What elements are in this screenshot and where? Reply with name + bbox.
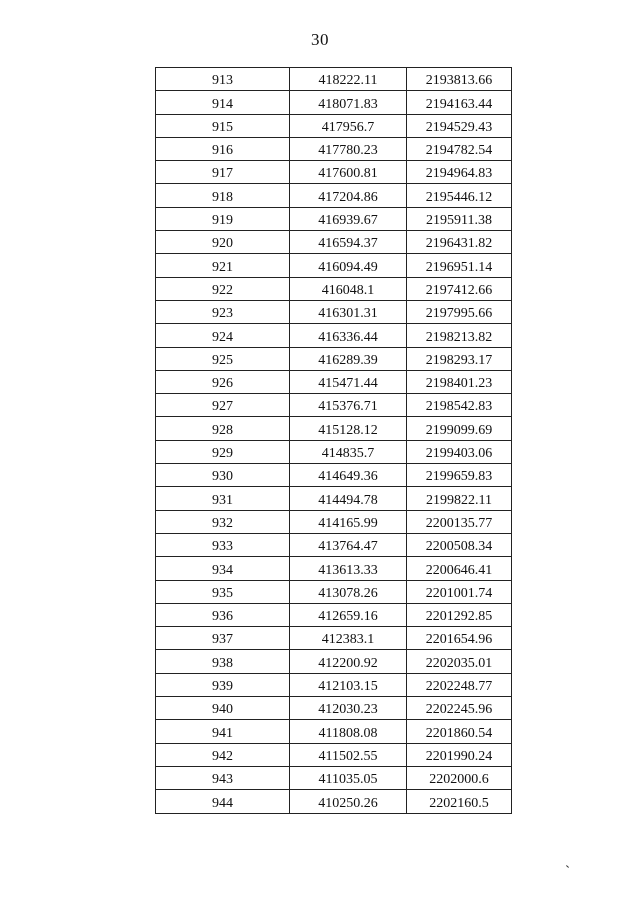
x-coordinate-cell: 413764.47	[290, 533, 407, 556]
point-number-cell: 942	[156, 743, 290, 766]
scan-speck	[566, 865, 569, 868]
point-number-cell: 928	[156, 417, 290, 440]
x-coordinate-cell: 416336.44	[290, 324, 407, 347]
point-number-cell: 939	[156, 673, 290, 696]
x-coordinate-cell: 410250.26	[290, 790, 407, 813]
point-number-cell: 919	[156, 207, 290, 230]
table-row	[156, 68, 512, 91]
x-coordinate-cell: 415471.44	[290, 370, 407, 393]
point-number-cell: 941	[156, 720, 290, 743]
y-coordinate-cell: 2195446.12	[407, 184, 512, 207]
table-row	[156, 440, 512, 463]
x-coordinate-cell: 416301.31	[290, 300, 407, 323]
x-coordinate-cell: 415128.12	[290, 417, 407, 440]
x-coordinate-cell: 415376.71	[290, 394, 407, 417]
table-row	[156, 91, 512, 114]
x-coordinate-cell: 411035.05	[290, 766, 407, 789]
x-coordinate-cell: 416939.67	[290, 207, 407, 230]
x-coordinate-cell: 416289.39	[290, 347, 407, 370]
point-number-cell: 937	[156, 627, 290, 650]
point-number-cell: 944	[156, 790, 290, 813]
x-coordinate-cell: 417956.7	[290, 114, 407, 137]
x-coordinate-cell: 411808.08	[290, 720, 407, 743]
y-coordinate-cell: 2201292.85	[407, 603, 512, 626]
y-coordinate-cell: 2199403.06	[407, 440, 512, 463]
y-coordinate-cell: 2200508.34	[407, 533, 512, 556]
y-coordinate-cell: 2198213.82	[407, 324, 512, 347]
table-row	[156, 557, 512, 580]
x-coordinate-cell: 416048.1	[290, 277, 407, 300]
table-row	[156, 790, 512, 813]
x-coordinate-cell: 414649.36	[290, 464, 407, 487]
table-row	[156, 464, 512, 487]
x-coordinate-cell: 414835.7	[290, 440, 407, 463]
point-number-cell: 924	[156, 324, 290, 347]
point-number-cell: 936	[156, 603, 290, 626]
point-number-cell: 940	[156, 697, 290, 720]
table-row	[156, 347, 512, 370]
x-coordinate-cell: 418222.11	[290, 68, 407, 91]
table-row	[156, 254, 512, 277]
point-number-cell: 925	[156, 347, 290, 370]
point-number-cell: 913	[156, 68, 290, 91]
table-row	[156, 161, 512, 184]
point-number-cell: 915	[156, 114, 290, 137]
x-coordinate-cell: 416594.37	[290, 231, 407, 254]
y-coordinate-cell: 2202035.01	[407, 650, 512, 673]
x-coordinate-cell: 414165.99	[290, 510, 407, 533]
y-coordinate-cell: 2202160.5	[407, 790, 512, 813]
y-coordinate-cell: 2199659.83	[407, 464, 512, 487]
x-coordinate-cell: 417204.86	[290, 184, 407, 207]
y-coordinate-cell: 2195911.38	[407, 207, 512, 230]
point-number-cell: 916	[156, 137, 290, 160]
x-coordinate-cell: 413613.33	[290, 557, 407, 580]
point-number-cell: 935	[156, 580, 290, 603]
x-coordinate-cell: 418071.83	[290, 91, 407, 114]
point-number-cell: 932	[156, 510, 290, 533]
y-coordinate-cell: 2198542.83	[407, 394, 512, 417]
point-number-cell: 927	[156, 394, 290, 417]
x-coordinate-cell: 414494.78	[290, 487, 407, 510]
table-row	[156, 370, 512, 393]
point-number-cell: 926	[156, 370, 290, 393]
table-row	[156, 114, 512, 137]
table-row	[156, 487, 512, 510]
table-row	[156, 533, 512, 556]
point-number-cell: 933	[156, 533, 290, 556]
table-row	[156, 300, 512, 323]
x-coordinate-cell: 412103.15	[290, 673, 407, 696]
y-coordinate-cell: 2193813.66	[407, 68, 512, 91]
y-coordinate-cell: 2201001.74	[407, 580, 512, 603]
y-coordinate-cell: 2200646.41	[407, 557, 512, 580]
point-number-cell: 934	[156, 557, 290, 580]
table-row	[156, 394, 512, 417]
y-coordinate-cell: 2198293.17	[407, 347, 512, 370]
y-coordinate-cell: 2200135.77	[407, 510, 512, 533]
table-row	[156, 137, 512, 160]
coordinate-table	[155, 67, 512, 814]
x-coordinate-cell: 411502.55	[290, 743, 407, 766]
x-coordinate-cell: 412659.16	[290, 603, 407, 626]
table-row	[156, 324, 512, 347]
table-row	[156, 207, 512, 230]
point-number-cell: 943	[156, 766, 290, 789]
x-coordinate-cell: 412383.1	[290, 627, 407, 650]
table-row	[156, 231, 512, 254]
y-coordinate-cell: 2197412.66	[407, 277, 512, 300]
table-row	[156, 417, 512, 440]
y-coordinate-cell: 2196951.14	[407, 254, 512, 277]
x-coordinate-cell: 417600.81	[290, 161, 407, 184]
table-row	[156, 766, 512, 789]
y-coordinate-cell: 2194782.54	[407, 137, 512, 160]
y-coordinate-cell: 2199099.69	[407, 417, 512, 440]
page-number: 30	[311, 30, 329, 49]
table-row	[156, 673, 512, 696]
y-coordinate-cell: 2197995.66	[407, 300, 512, 323]
table-row	[156, 627, 512, 650]
point-number-cell: 938	[156, 650, 290, 673]
point-number-cell: 914	[156, 91, 290, 114]
point-number-cell: 931	[156, 487, 290, 510]
y-coordinate-cell: 2198401.23	[407, 370, 512, 393]
table-row	[156, 697, 512, 720]
point-number-cell: 923	[156, 300, 290, 323]
y-coordinate-cell: 2194163.44	[407, 91, 512, 114]
y-coordinate-cell: 2196431.82	[407, 231, 512, 254]
y-coordinate-cell: 2199822.11	[407, 487, 512, 510]
table-row	[156, 603, 512, 626]
point-number-cell: 922	[156, 277, 290, 300]
point-number-cell: 918	[156, 184, 290, 207]
table-row	[156, 277, 512, 300]
x-coordinate-cell: 412200.92	[290, 650, 407, 673]
table-row	[156, 743, 512, 766]
x-coordinate-cell: 417780.23	[290, 137, 407, 160]
coordinate-table-body	[156, 68, 512, 814]
table-row	[156, 184, 512, 207]
y-coordinate-cell: 2202245.96	[407, 697, 512, 720]
point-number-cell: 920	[156, 231, 290, 254]
y-coordinate-cell: 2194964.83	[407, 161, 512, 184]
y-coordinate-cell: 2201860.54	[407, 720, 512, 743]
x-coordinate-cell: 412030.23	[290, 697, 407, 720]
y-coordinate-cell: 2201990.24	[407, 743, 512, 766]
table-row	[156, 650, 512, 673]
y-coordinate-cell: 2201654.96	[407, 627, 512, 650]
table-row	[156, 510, 512, 533]
point-number-cell: 921	[156, 254, 290, 277]
y-coordinate-cell: 2202248.77	[407, 673, 512, 696]
x-coordinate-cell: 413078.26	[290, 580, 407, 603]
x-coordinate-cell: 416094.49	[290, 254, 407, 277]
y-coordinate-cell: 2202000.6	[407, 766, 512, 789]
point-number-cell: 930	[156, 464, 290, 487]
point-number-cell: 929	[156, 440, 290, 463]
table-row	[156, 580, 512, 603]
point-number-cell: 917	[156, 161, 290, 184]
table-row	[156, 720, 512, 743]
y-coordinate-cell: 2194529.43	[407, 114, 512, 137]
